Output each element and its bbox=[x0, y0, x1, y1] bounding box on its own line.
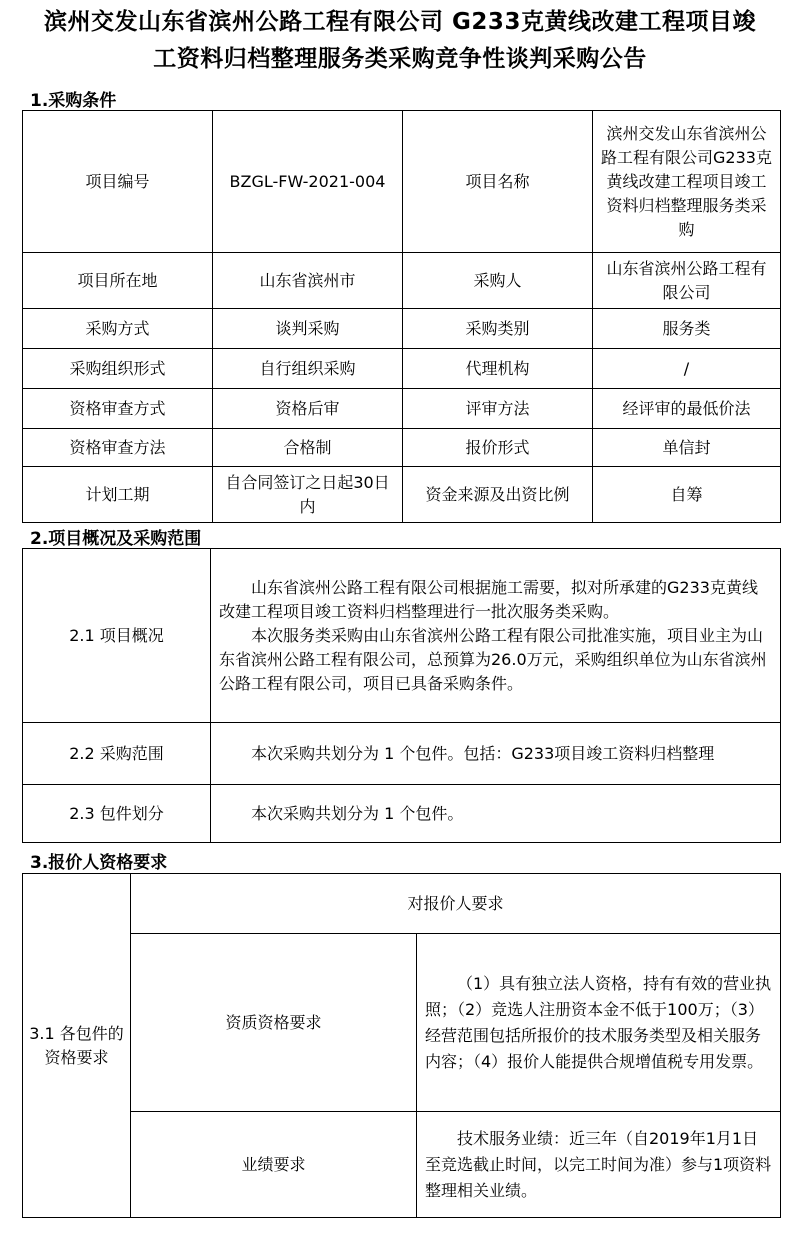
table-row bbox=[23, 111, 781, 253]
conditions-table bbox=[22, 110, 781, 523]
cell-value: 滨州交发山东省滨州公路工程有限公司G233克黄线改建工程项目竣工资料归档整理服务类采购 bbox=[593, 111, 781, 253]
overview-label: 2.1 项目概况 bbox=[23, 549, 211, 723]
section-heading-overview: 2.项目概况及采购范围 bbox=[30, 529, 202, 549]
cell-label: 项目名称 bbox=[403, 111, 593, 253]
performance-paragraph: 技术服务业绩：近三年（自2019年1月1日至竞选截止时间，以完工时间为准）参与1项资料整理相关业绩。 bbox=[425, 1128, 772, 1200]
title-line-1: 滨州交发山东省滨州公路工程有限公司 G233克黄线改建工程项目竣 bbox=[44, 9, 756, 35]
cell-label: 采购类别 bbox=[403, 309, 593, 349]
table-row bbox=[23, 723, 781, 785]
qualification-side-label: 3.1 各包件的资格要求 bbox=[23, 874, 131, 1218]
cell-label: 资格审查方法 bbox=[23, 429, 213, 467]
cell-value: 资格后审 bbox=[213, 389, 403, 429]
cell-value: 山东省滨州市 bbox=[213, 253, 403, 309]
qualification-header: 对报价人要求 bbox=[131, 874, 781, 934]
scope-label: 2.2 采购范围 bbox=[23, 723, 211, 785]
overview-paragraph: 本次服务类采购由山东省滨州公路工程有限公司批准实施，项目业主为山东省滨州公路工程有限公司，总预算为26.0万元，采购组织单位为山东省滨州公路工程有限公司，项目已具备采购条件。 bbox=[219, 625, 767, 693]
package-label: 2.3 包件划分 bbox=[23, 785, 211, 843]
cell-value: 自合同签订之日起30日内 bbox=[213, 467, 403, 523]
performance-row-text bbox=[417, 1112, 781, 1218]
table-row bbox=[23, 389, 781, 429]
cell-label: 项目编号 bbox=[23, 111, 213, 253]
table-row bbox=[23, 429, 781, 467]
table-row bbox=[23, 934, 781, 1112]
cell-label: 资金来源及出资比例 bbox=[403, 467, 593, 523]
table-row bbox=[23, 549, 781, 723]
cell-value: 山东省滨州公路工程有限公司 bbox=[593, 253, 781, 309]
table-row bbox=[23, 467, 781, 523]
cell-label: 计划工期 bbox=[23, 467, 213, 523]
cell-value: BZGL-FW-2021-004 bbox=[213, 111, 403, 253]
cell-label: 采购人 bbox=[403, 253, 593, 309]
cell-label: 项目所在地 bbox=[23, 253, 213, 309]
cell-value: 自行组织采购 bbox=[213, 349, 403, 389]
qualification-row-label: 资质资格要求 bbox=[131, 934, 417, 1112]
package-text bbox=[211, 785, 781, 843]
overview-paragraph: 山东省滨州公路工程有限公司根据施工需要，拟对所承建的G233克黄线改建工程项目竣工资料归档整理进行一批次服务类采购。 bbox=[219, 577, 758, 621]
section-heading-conditions: 1.采购条件 bbox=[30, 91, 117, 111]
table-row bbox=[23, 785, 781, 843]
table-row bbox=[23, 874, 781, 934]
cell-label: 采购方式 bbox=[23, 309, 213, 349]
title-line-2: 工资料归档整理服务类采购竞争性谈判采购公告 bbox=[153, 46, 647, 72]
qualification-table bbox=[22, 873, 781, 1218]
cell-label: 代理机构 bbox=[403, 349, 593, 389]
page-title bbox=[0, 4, 800, 78]
cell-label: 报价形式 bbox=[403, 429, 593, 467]
qualification-paragraph: （1）具有独立法人资格，持有有效的营业执照；（2）竞选人注册资本金不低于100万；（3）经营范围包括所报价的技术服务类型及相关服务内容；（4）报价人能提供合规增值税专用发票。 bbox=[425, 973, 772, 1071]
table-row bbox=[23, 309, 781, 349]
cell-value: 自筹 bbox=[593, 467, 781, 523]
table-row bbox=[23, 253, 781, 309]
cell-value: 单信封 bbox=[593, 429, 781, 467]
package-paragraph: 本次采购共划分为 1 个包件。 bbox=[251, 803, 464, 823]
performance-row-label: 业绩要求 bbox=[131, 1112, 417, 1218]
cell-value: 合格制 bbox=[213, 429, 403, 467]
scope-paragraph: 本次采购共划分为 1 个包件。包括：G233项目竣工资料归档整理 bbox=[251, 743, 715, 763]
cell-label: 资格审查方式 bbox=[23, 389, 213, 429]
table-row bbox=[23, 349, 781, 389]
scope-text bbox=[211, 723, 781, 785]
qualification-row-text bbox=[417, 934, 781, 1112]
cell-value: 服务类 bbox=[593, 309, 781, 349]
overview-text bbox=[211, 549, 781, 723]
cell-value: 谈判采购 bbox=[213, 309, 403, 349]
table-row bbox=[23, 1112, 781, 1218]
cell-value: / bbox=[593, 349, 781, 389]
overview-table bbox=[22, 548, 781, 843]
cell-label: 采购组织形式 bbox=[23, 349, 213, 389]
section-heading-qualification: 3.报价人资格要求 bbox=[30, 853, 168, 873]
cell-value: 经评审的最低价法 bbox=[593, 389, 781, 429]
cell-label: 评审方法 bbox=[403, 389, 593, 429]
